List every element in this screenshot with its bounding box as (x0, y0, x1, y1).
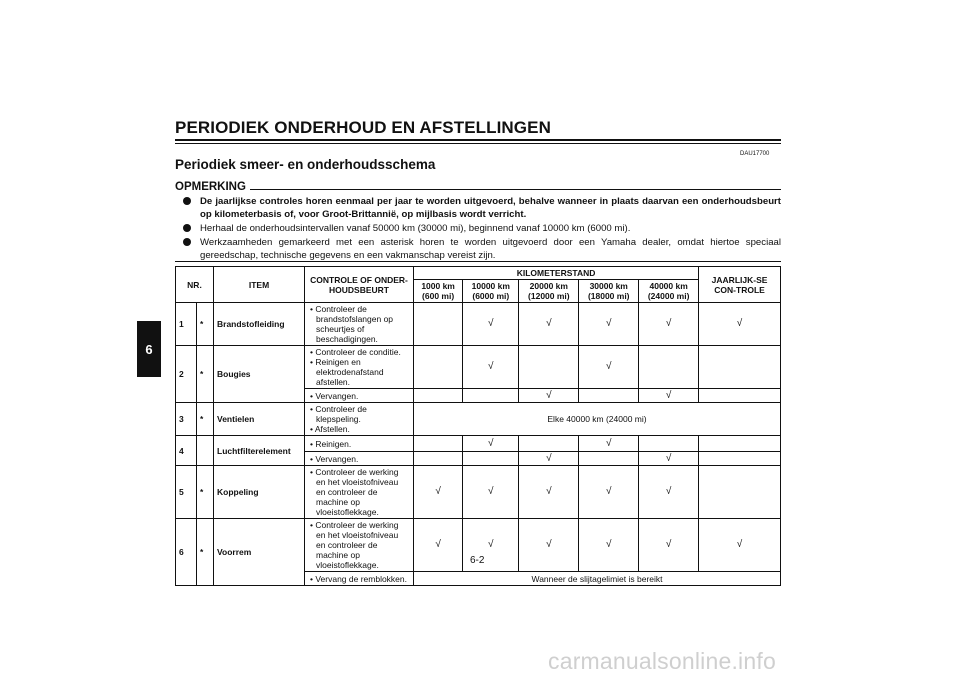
note-end-rule (175, 261, 781, 262)
asterisk-marker: * (197, 519, 214, 586)
check-mark: √ (414, 519, 463, 572)
check-mark: √ (463, 303, 519, 346)
row-item: Ventielen (214, 403, 305, 436)
table-row (176, 436, 781, 452)
check-mark: √ (579, 346, 639, 389)
row-number: 3 (176, 403, 197, 436)
check-mark: √ (519, 519, 579, 572)
row-number: 4 (176, 436, 197, 466)
page-number: 6-2 (470, 555, 485, 566)
check-mark: √ (699, 303, 781, 346)
row-number: 1 (176, 303, 197, 346)
row-check: • Afstellen. (310, 424, 350, 434)
row-number: 2 (176, 346, 197, 403)
row-item: Bougies (214, 346, 305, 403)
note-item: Werkzaamheden gemarkeerd met een asterisk horen te worden uitgevoerd door een Yamaha dealer, omdat hiertoe speciaal gereedschap, technische gegevens en een vakmanschap vereist zijn. (183, 236, 781, 262)
bullet-icon (183, 238, 191, 246)
check-mark: √ (579, 436, 639, 452)
row-check: • Vervang de remblokken. (310, 573, 408, 584)
check-mark: √ (579, 519, 639, 572)
header-yearly: JAARLIJK-SE CON-TROLE (699, 267, 781, 303)
row-item: Brandstofleiding (214, 303, 305, 346)
header-check: CONTROLE OF ONDER-HOUDSBEURT (305, 267, 414, 303)
asterisk-marker: * (197, 303, 214, 346)
check-mark: √ (639, 303, 699, 346)
bullet-icon (183, 224, 191, 232)
row-item: Voorrem (214, 519, 305, 586)
check-mark: √ (519, 303, 579, 346)
check-mark: √ (519, 466, 579, 519)
table-row (176, 303, 781, 346)
check-mark: √ (519, 389, 579, 403)
page-header-title: PERIODIEK ONDERHOUD EN AFSTELLINGEN (175, 118, 551, 137)
watermark: carmanualsonline.info (548, 648, 776, 674)
header-interval: 40000 km (24000 mi) (639, 280, 699, 303)
row-check: • Controleer de klepspeling. (310, 404, 367, 424)
row-check: • Controleer de werking en het vloeistofniveau en controleer de machine op vloeistoflekkage. (310, 520, 399, 570)
header-rule-thin (175, 143, 781, 144)
row-check: • Controleer de conditie. (310, 347, 401, 357)
bullet-icon (183, 197, 191, 205)
check-mark: √ (463, 466, 519, 519)
row-number: 6 (176, 519, 197, 586)
maintenance-schedule-table (175, 266, 781, 586)
note-label: OPMERKING (175, 181, 246, 193)
asterisk-marker: * (197, 346, 214, 403)
document-code: DAU17700 (740, 151, 770, 157)
row-check: • Vervangen. (310, 390, 359, 401)
check-mark: √ (639, 389, 699, 403)
section-title: Periodiek smeer- en onderhoudsschema (175, 157, 436, 172)
note-item: Herhaal de onderhoudsintervallen vanaf 50000 km (30000 mi), beginnend vanaf 10000 km (6000 mi). (183, 222, 781, 235)
row-check: • Vervangen. (310, 453, 359, 464)
table-row (176, 466, 781, 519)
check-mark: √ (639, 519, 699, 572)
header-interval: 30000 km (18000 mi) (579, 280, 639, 303)
asterisk-marker: * (197, 466, 214, 519)
asterisk-marker: * (197, 403, 214, 436)
check-mark: √ (463, 519, 519, 572)
table-row (176, 403, 781, 436)
check-mark: √ (699, 519, 781, 572)
row-check: • Controleer de werking en het vloeistofniveau en controleer de machine op vloeistoflekkage. (310, 467, 399, 517)
interval-span: Elke 40000 km (24000 mi) (414, 403, 781, 436)
check-mark: √ (463, 346, 519, 389)
header-item: ITEM (214, 267, 305, 303)
row-check: • Reinigen. (310, 438, 352, 449)
row-check: • Reinigen en elektrodenafstand afstellen. (310, 357, 384, 387)
check-mark: √ (579, 303, 639, 346)
note-rule (250, 189, 781, 190)
header-km: KILOMETERSTAND (414, 267, 699, 280)
table-header-row (176, 267, 781, 280)
row-number: 5 (176, 466, 197, 519)
header-interval: 10000 km (6000 mi) (463, 280, 519, 303)
check-mark: √ (414, 466, 463, 519)
check-mark: √ (463, 436, 519, 452)
row-item: Luchtfilterelement (214, 436, 305, 466)
row-item: Koppeling (214, 466, 305, 519)
check-mark: √ (639, 466, 699, 519)
note-item: De jaarlijkse controles horen eenmaal per jaar te worden uitgevoerd, behalve wanneer in plaats daarvan een onderhoudsbeurt op kilometerbasis of, voor Groot-Brittannië, op mijlbasis wordt verricht. (183, 195, 781, 221)
header-nr: NR. (176, 267, 214, 303)
row-check: • Controleer de brandstofslangen op scheurtjes of beschadigingen. (310, 304, 394, 344)
check-mark: √ (519, 452, 579, 466)
header-rule (175, 139, 781, 141)
note-list (183, 195, 781, 263)
check-mark: √ (639, 452, 699, 466)
check-mark: √ (579, 466, 639, 519)
table-row (176, 346, 781, 389)
interval-span: Wanneer de slijtagelimiet is bereikt (414, 572, 781, 586)
header-interval: 1000 km (600 mi) (414, 280, 463, 303)
header-interval: 20000 km (12000 mi) (519, 280, 579, 303)
chapter-tab: 6 (137, 321, 161, 377)
